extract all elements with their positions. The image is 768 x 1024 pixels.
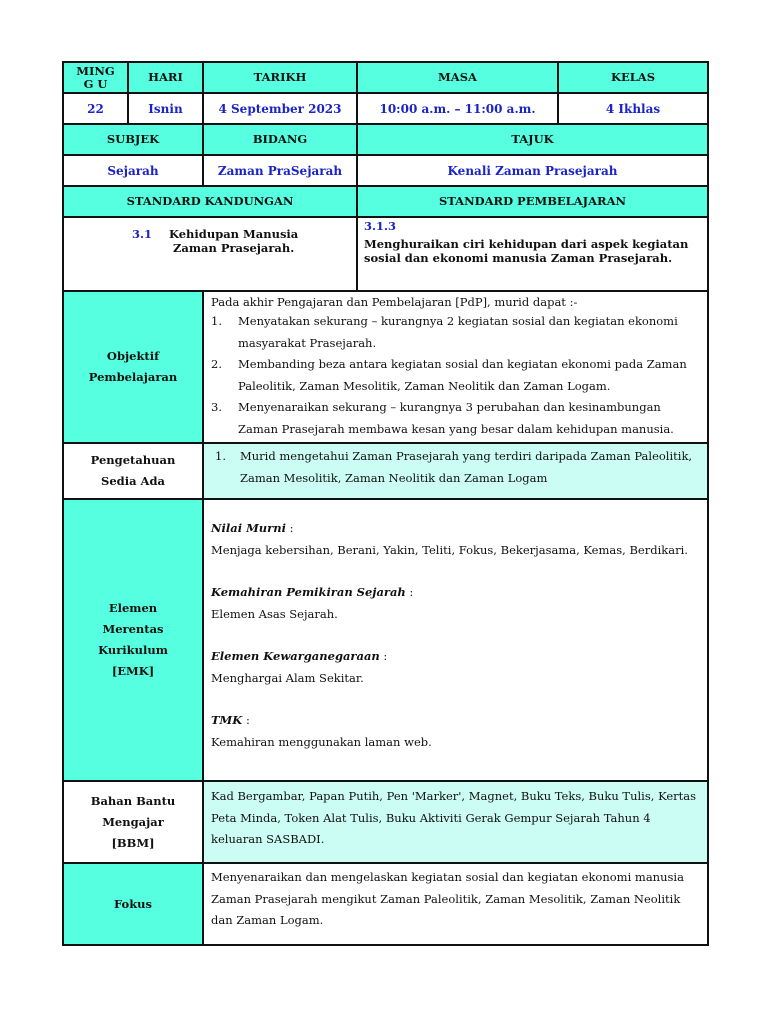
kelas-value: 4 Ikhlas (558, 93, 708, 124)
tajuk-value: Kenali Zaman Prasejarah (357, 155, 708, 186)
minggu-value: 22 (63, 93, 128, 124)
bbm-content: Kad Bergambar, Papan Putih, Pen 'Marker', Magnet, Buku Teks, Buku Tulis, Kertas Peta Minda, Token Alat Tulis, Buku Aktiviti Gerak Gempur Sejarah Tahun 4 keluaran SASBADI. (203, 781, 708, 863)
objektif-intro: Pada akhir Pengajaran dan Pembelajaran [PdP], murid dapat :- (211, 295, 578, 309)
list-item: 1. Menyatakan sekurang – kurangnya 2 kegiatan sosial dan kegiatan ekonomi masyarakat Prasejarah. (211, 314, 678, 350)
kelas-header: KELAS (558, 62, 708, 93)
list-item: 2. Membanding beza antara kegiatan sosial dan kegiatan ekonomi pada Zaman Paleolitik, Zaman Mesolitik, Zaman Neolitik dan Zaman Logam. (211, 357, 687, 393)
subjek-header: SUBJEK (63, 124, 203, 155)
hari-header: HARI (128, 62, 203, 93)
fokus-label: Fokus (63, 863, 203, 945)
sk-text-line-1: Kehidupan Manusia (169, 227, 299, 241)
standard-kandungan-header: STANDARD KANDUNGAN (63, 186, 357, 217)
tmk-title: TMK (211, 713, 243, 727)
sk-text-line-2: Zaman Prasejarah. (172, 241, 295, 255)
kewarganegaraan-text: Menghargai Alam Sekitar. (211, 670, 364, 685)
bbm-label: Bahan Bantu Mengajar [BBM] (63, 781, 203, 863)
fokus-content: Menyenaraikan dan mengelaskan kegiatan sosial dan kegiatan ekonomi manusia Zaman Prasejarah mengikut Zaman Paleolitik, Zaman Mesolitik, Zaman Neolitik dan Zaman Logam. (203, 863, 708, 945)
objektif-label: Objektif Pembelajaran (63, 291, 203, 443)
tajuk-header: TAJUK (357, 124, 708, 155)
nilai-murni-text: Menjaga kebersihan, Berani, Yakin, Teliti, Fokus, Bekerjasama, Kemas, Berdikari. (211, 542, 688, 557)
bidang-value: Zaman PraSejarah (203, 155, 357, 186)
list-item: 3. Menyenaraikan sekurang – kurangnya 3 perubahan dan kesinambungan Zaman Prasejarah membawa kesan yang besar dalam kehidupan manusia. (211, 400, 674, 436)
hari-value: Isnin (128, 93, 203, 124)
tarikh-value: 4 September 2023 (203, 93, 357, 124)
pengetahuan-label: Pengetahuan Sedia Ada (63, 443, 203, 499)
sp-text: Menghuraikan ciri kehidupan dari aspek kegiatan sosial dan ekonomi manusia Zaman Prasejarah. (364, 237, 689, 265)
tmk-text: Kemahiran menggunakan laman web. (211, 734, 432, 749)
standard-pembelajaran-header: STANDARD PEMBELAJARAN (357, 186, 708, 217)
objektif-content (203, 291, 708, 443)
kewarganegaraan-title: Elemen Kewarganegaraan (211, 649, 380, 663)
standard-pembelajaran-cell (357, 217, 708, 291)
nilai-murni-title: Nilai Murni (211, 521, 286, 535)
objektif-list (211, 311, 700, 440)
pengetahuan-content (203, 443, 708, 499)
tarikh-header: TARIKH (203, 62, 357, 93)
standard-kandungan-cell (63, 217, 357, 291)
kps-title: Kemahiran Pemikiran Sejarah (211, 585, 406, 599)
subjek-value: Sejarah (63, 155, 203, 186)
kps-text: Elemen Asas Sejarah. (211, 606, 338, 621)
emk-label: Elemen Merentas Kurikulum [EMK] (63, 499, 203, 781)
lesson-plan-table (62, 61, 709, 946)
masa-value: 10:00 a.m. – 11:00 a.m. (357, 93, 558, 124)
masa-header: MASA (357, 62, 558, 93)
sp-code: 3.1.3 (364, 219, 397, 233)
sk-code: 3.1 (132, 227, 153, 241)
bidang-header: BIDANG (203, 124, 357, 155)
list-item: 1. Murid mengetahui Zaman Prasejarah yang terdiri daripada Zaman Paleolitik, Zaman Mesolitik, Zaman Neolitik dan Zaman Logam (215, 449, 693, 485)
emk-content: Nilai Murni : Menjaga kebersihan, Berani, Yakin, Teliti, Fokus, Bekerjasama, Kemas, Berdikari. Kemahiran Pemikiran Sejarah : Elemen Asas Sejarah. Elemen Kewarganegaraan : Menghargai Alam Sekitar. TMK : Kemahiran menggunakan laman web. (203, 499, 708, 781)
minggu-header: MINGG U (63, 62, 128, 93)
